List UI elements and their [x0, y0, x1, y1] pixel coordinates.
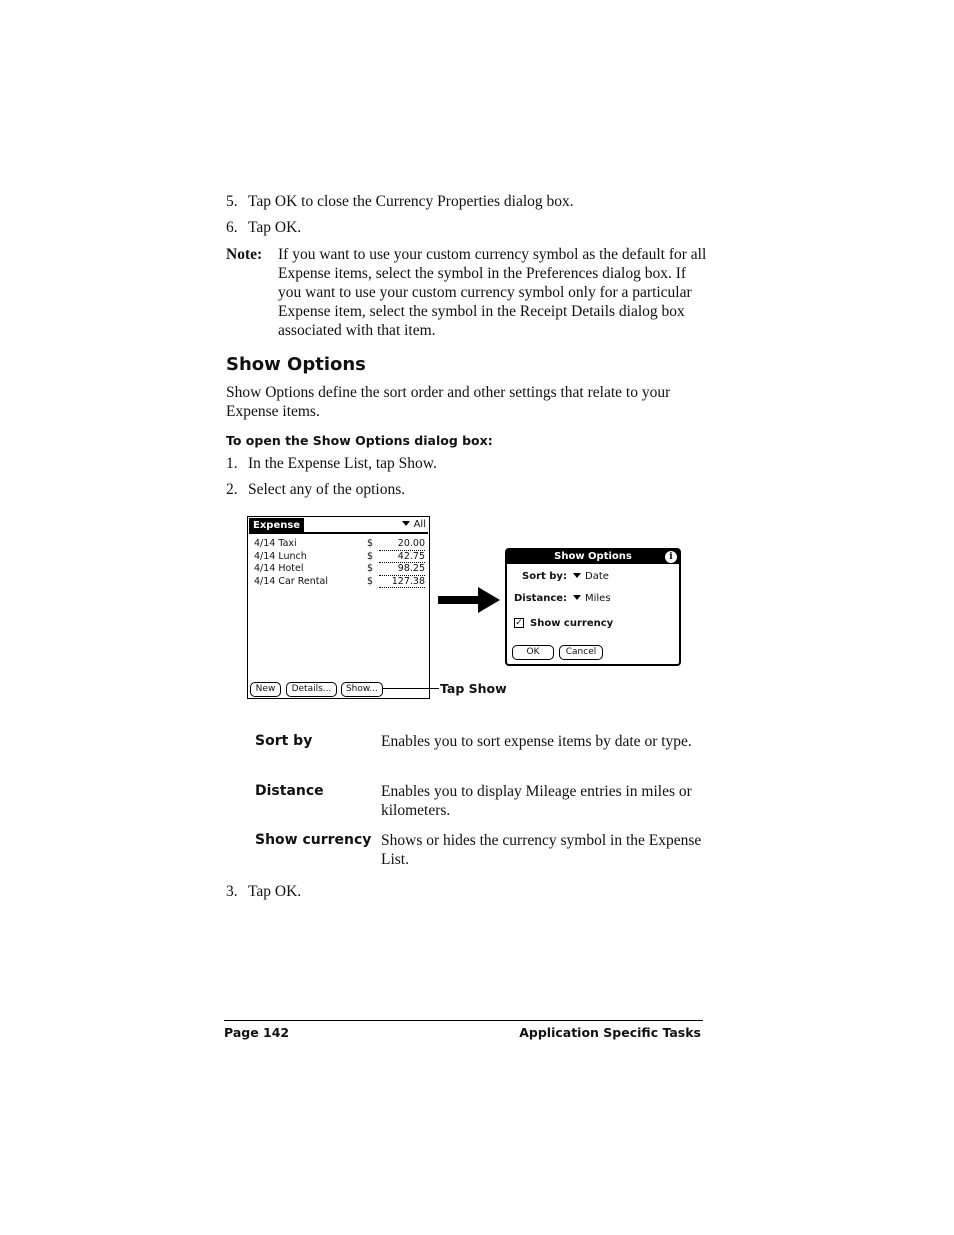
cancel-button[interactable]: Cancel: [559, 645, 603, 660]
expense-row[interactable]: 4/14 Car Rental $ 127.38: [254, 575, 425, 587]
expense-list-screen: [247, 516, 430, 699]
show-currency-checkbox[interactable]: ✓: [515, 618, 523, 628]
note-label: Note:: [226, 246, 263, 263]
term-distance: Distance: [255, 783, 324, 799]
sort-by-label: Sort by:: [522, 571, 567, 582]
def-sort-by: Enables you to sort expense items by date or type.: [381, 733, 692, 750]
dropdown-arrow-icon: [573, 595, 581, 600]
term-show-currency: Show currency: [255, 832, 372, 848]
dropdown-arrow-icon: [402, 521, 410, 526]
title-underline: [249, 532, 428, 534]
show-currency-label: Show currency: [530, 618, 614, 629]
sort-by-select[interactable]: Date: [573, 571, 609, 582]
expense-row[interactable]: 4/14 Taxi $ 20.00: [254, 538, 425, 549]
note-text: If you want to use your custom currency symbol as the default for all Expense items, select the symbol in the Preferences dialog box. If you want to use your custom currency symbol only for a particular Expense item, select the symbol in the Receipt Details dialog box associated with that item.: [278, 246, 707, 339]
dropdown-arrow-icon: [573, 573, 581, 578]
distance-label: Distance:: [514, 593, 568, 604]
dialog-title: Show Options i: [507, 550, 679, 564]
footer-page-number: Page 142: [224, 1025, 290, 1040]
expense-row[interactable]: 4/14 Hotel $ 98.25: [254, 563, 425, 574]
def-distance: Enables you to display Mileage entries in miles or kilometers.: [381, 783, 692, 819]
footer-rule: [224, 1020, 703, 1021]
new-button[interactable]: New: [250, 682, 281, 697]
expense-title-tab: Expense: [249, 518, 304, 533]
def-show-currency: Shows or hides the currency symbol in the Expense List.: [381, 832, 702, 868]
details-button[interactable]: Details...: [286, 682, 337, 697]
info-icon[interactable]: i: [665, 551, 677, 563]
arrow-head: [478, 587, 500, 613]
category-filter[interactable]: All: [402, 519, 426, 531]
distance-select[interactable]: Miles: [573, 593, 611, 604]
procedure-heading: To open the Show Options dialog box:: [226, 433, 493, 448]
show-button[interactable]: Show...: [341, 682, 383, 697]
footer-section-title: Application Specific Tasks: [519, 1025, 701, 1040]
ok-button[interactable]: OK: [512, 645, 554, 660]
callout-leader-line: [382, 688, 439, 689]
section-title: Show Options: [226, 354, 366, 375]
expense-row[interactable]: 4/14 Lunch $ 42.75: [254, 550, 425, 562]
show-options-dialog: [505, 548, 681, 666]
section-intro: Show Options define the sort order and other settings that relate to your Expense items.: [226, 384, 671, 420]
callout-tap-show: Tap Show: [440, 681, 507, 696]
term-sort-by: Sort by: [255, 733, 313, 749]
right-arrow-icon: [438, 596, 482, 604]
